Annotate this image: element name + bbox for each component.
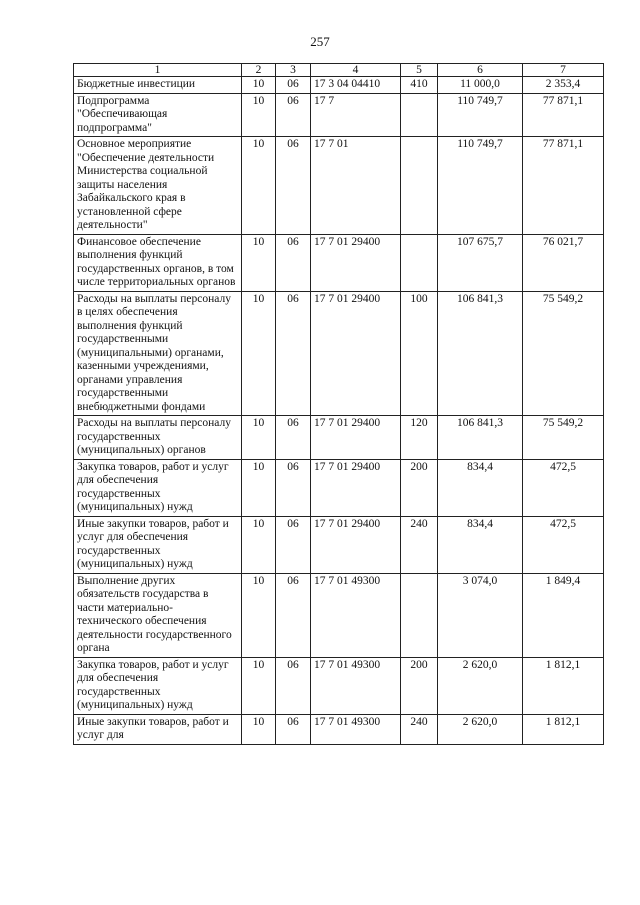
row-section: 10	[242, 291, 276, 416]
column-header-1: 1	[74, 64, 242, 77]
row-expense-type: 200	[401, 459, 438, 516]
column-header-3: 3	[276, 64, 311, 77]
row-amount-executed: 76 021,7	[523, 234, 604, 291]
row-amount-executed: 77 871,1	[523, 93, 604, 137]
row-name: Закупка товаров, работ и услуг для обеспечения государственных (муниципальных) нужд	[74, 459, 242, 516]
row-expense-type	[401, 137, 438, 235]
row-section: 10	[242, 516, 276, 573]
row-amount-executed: 75 549,2	[523, 416, 604, 460]
row-target-code: 17 7 01 49300	[311, 714, 401, 744]
row-expense-type: 240	[401, 516, 438, 573]
row-amount-planned: 3 074,0	[438, 573, 523, 657]
row-amount-planned: 834,4	[438, 516, 523, 573]
row-amount-planned: 11 000,0	[438, 77, 523, 94]
row-subsection: 06	[276, 93, 311, 137]
row-expense-type: 100	[401, 291, 438, 416]
row-name: Финансовое обеспечение выполнения функций государственных органов, в том числе территориальных органов	[74, 234, 242, 291]
table-row	[74, 657, 604, 714]
row-amount-planned: 106 841,3	[438, 291, 523, 416]
table-row	[74, 573, 604, 657]
table-row	[74, 416, 604, 460]
row-target-code: 17 7 01 29400	[311, 234, 401, 291]
row-subsection: 06	[276, 714, 311, 744]
row-name: Бюджетные инвестиции	[74, 77, 242, 94]
row-section: 10	[242, 573, 276, 657]
row-section: 10	[242, 234, 276, 291]
row-expense-type	[401, 93, 438, 137]
row-section: 10	[242, 137, 276, 235]
row-amount-planned: 110 749,7	[438, 137, 523, 235]
row-subsection: 06	[276, 459, 311, 516]
row-amount-executed: 1 812,1	[523, 657, 604, 714]
column-header-6: 6	[438, 64, 523, 77]
page-number: 257	[310, 34, 330, 49]
table-row	[74, 234, 604, 291]
row-target-code: 17 7 01 29400	[311, 291, 401, 416]
table-row	[74, 77, 604, 94]
table-row	[74, 137, 604, 235]
row-amount-executed: 77 871,1	[523, 137, 604, 235]
row-name: Основное мероприятие "Обеспечение деятельности Министерства социальной защиты населения Забайкальского края в установленной сфере деятельности"	[74, 137, 242, 235]
table-row	[74, 516, 604, 573]
column-header-2: 2	[242, 64, 276, 77]
row-subsection: 06	[276, 137, 311, 235]
row-name: Подпрограмма "Обеспечивающая подпрограмма"	[74, 93, 242, 137]
row-expense-type	[401, 573, 438, 657]
row-target-code: 17 7 01 29400	[311, 459, 401, 516]
row-name: Расходы на выплаты персоналу государственных (муниципальных) органов	[74, 416, 242, 460]
column-header-4: 4	[311, 64, 401, 77]
row-subsection: 06	[276, 657, 311, 714]
row-subsection: 06	[276, 234, 311, 291]
row-target-code: 17 7 01 49300	[311, 657, 401, 714]
column-header-5: 5	[401, 64, 438, 77]
row-subsection: 06	[276, 416, 311, 460]
table-row	[74, 93, 604, 137]
row-section: 10	[242, 77, 276, 94]
row-amount-executed: 1 812,1	[523, 714, 604, 744]
row-name: Выполнение других обязательств государства в части материально-технического обеспечения деятельности государственного органа	[74, 573, 242, 657]
row-subsection: 06	[276, 516, 311, 573]
row-target-code: 17 7 01 29400	[311, 516, 401, 573]
row-name: Иные закупки товаров, работ и услуг для	[74, 714, 242, 744]
row-name: Расходы на выплаты персоналу в целях обеспечения выполнения функций государственными (муниципальными) органами, казенными учреждениями, органами управления государственными внебюджетными фондами	[74, 291, 242, 416]
row-amount-planned: 2 620,0	[438, 657, 523, 714]
table-row	[74, 459, 604, 516]
row-target-code: 17 7 01 49300	[311, 573, 401, 657]
row-target-code: 17 3 04 04410	[311, 77, 401, 94]
row-target-code: 17 7 01 29400	[311, 416, 401, 460]
row-expense-type: 410	[401, 77, 438, 94]
row-subsection: 06	[276, 291, 311, 416]
row-target-code: 17 7 01	[311, 137, 401, 235]
row-amount-executed: 1 849,4	[523, 573, 604, 657]
row-name: Иные закупки товаров, работ и услуг для обеспечения государственных (муниципальных) нужд	[74, 516, 242, 573]
row-subsection: 06	[276, 573, 311, 657]
row-expense-type	[401, 234, 438, 291]
row-amount-executed: 2 353,4	[523, 77, 604, 94]
row-section: 10	[242, 93, 276, 137]
row-section: 10	[242, 416, 276, 460]
row-amount-planned: 106 841,3	[438, 416, 523, 460]
row-amount-planned: 2 620,0	[438, 714, 523, 744]
budget-table	[73, 63, 604, 745]
row-amount-executed: 472,5	[523, 459, 604, 516]
row-section: 10	[242, 714, 276, 744]
row-expense-type: 200	[401, 657, 438, 714]
row-name: Закупка товаров, работ и услуг для обеспечения государственных (муниципальных) нужд	[74, 657, 242, 714]
row-section: 10	[242, 459, 276, 516]
row-amount-planned: 834,4	[438, 459, 523, 516]
row-amount-executed: 75 549,2	[523, 291, 604, 416]
row-amount-planned: 110 749,7	[438, 93, 523, 137]
row-amount-executed: 472,5	[523, 516, 604, 573]
row-expense-type: 120	[401, 416, 438, 460]
row-section: 10	[242, 657, 276, 714]
column-header-7: 7	[523, 64, 604, 77]
row-expense-type: 240	[401, 714, 438, 744]
row-target-code: 17 7	[311, 93, 401, 137]
row-subsection: 06	[276, 77, 311, 94]
row-amount-planned: 107 675,7	[438, 234, 523, 291]
table-row	[74, 714, 604, 744]
header-row	[74, 64, 604, 77]
table-row	[74, 291, 604, 416]
